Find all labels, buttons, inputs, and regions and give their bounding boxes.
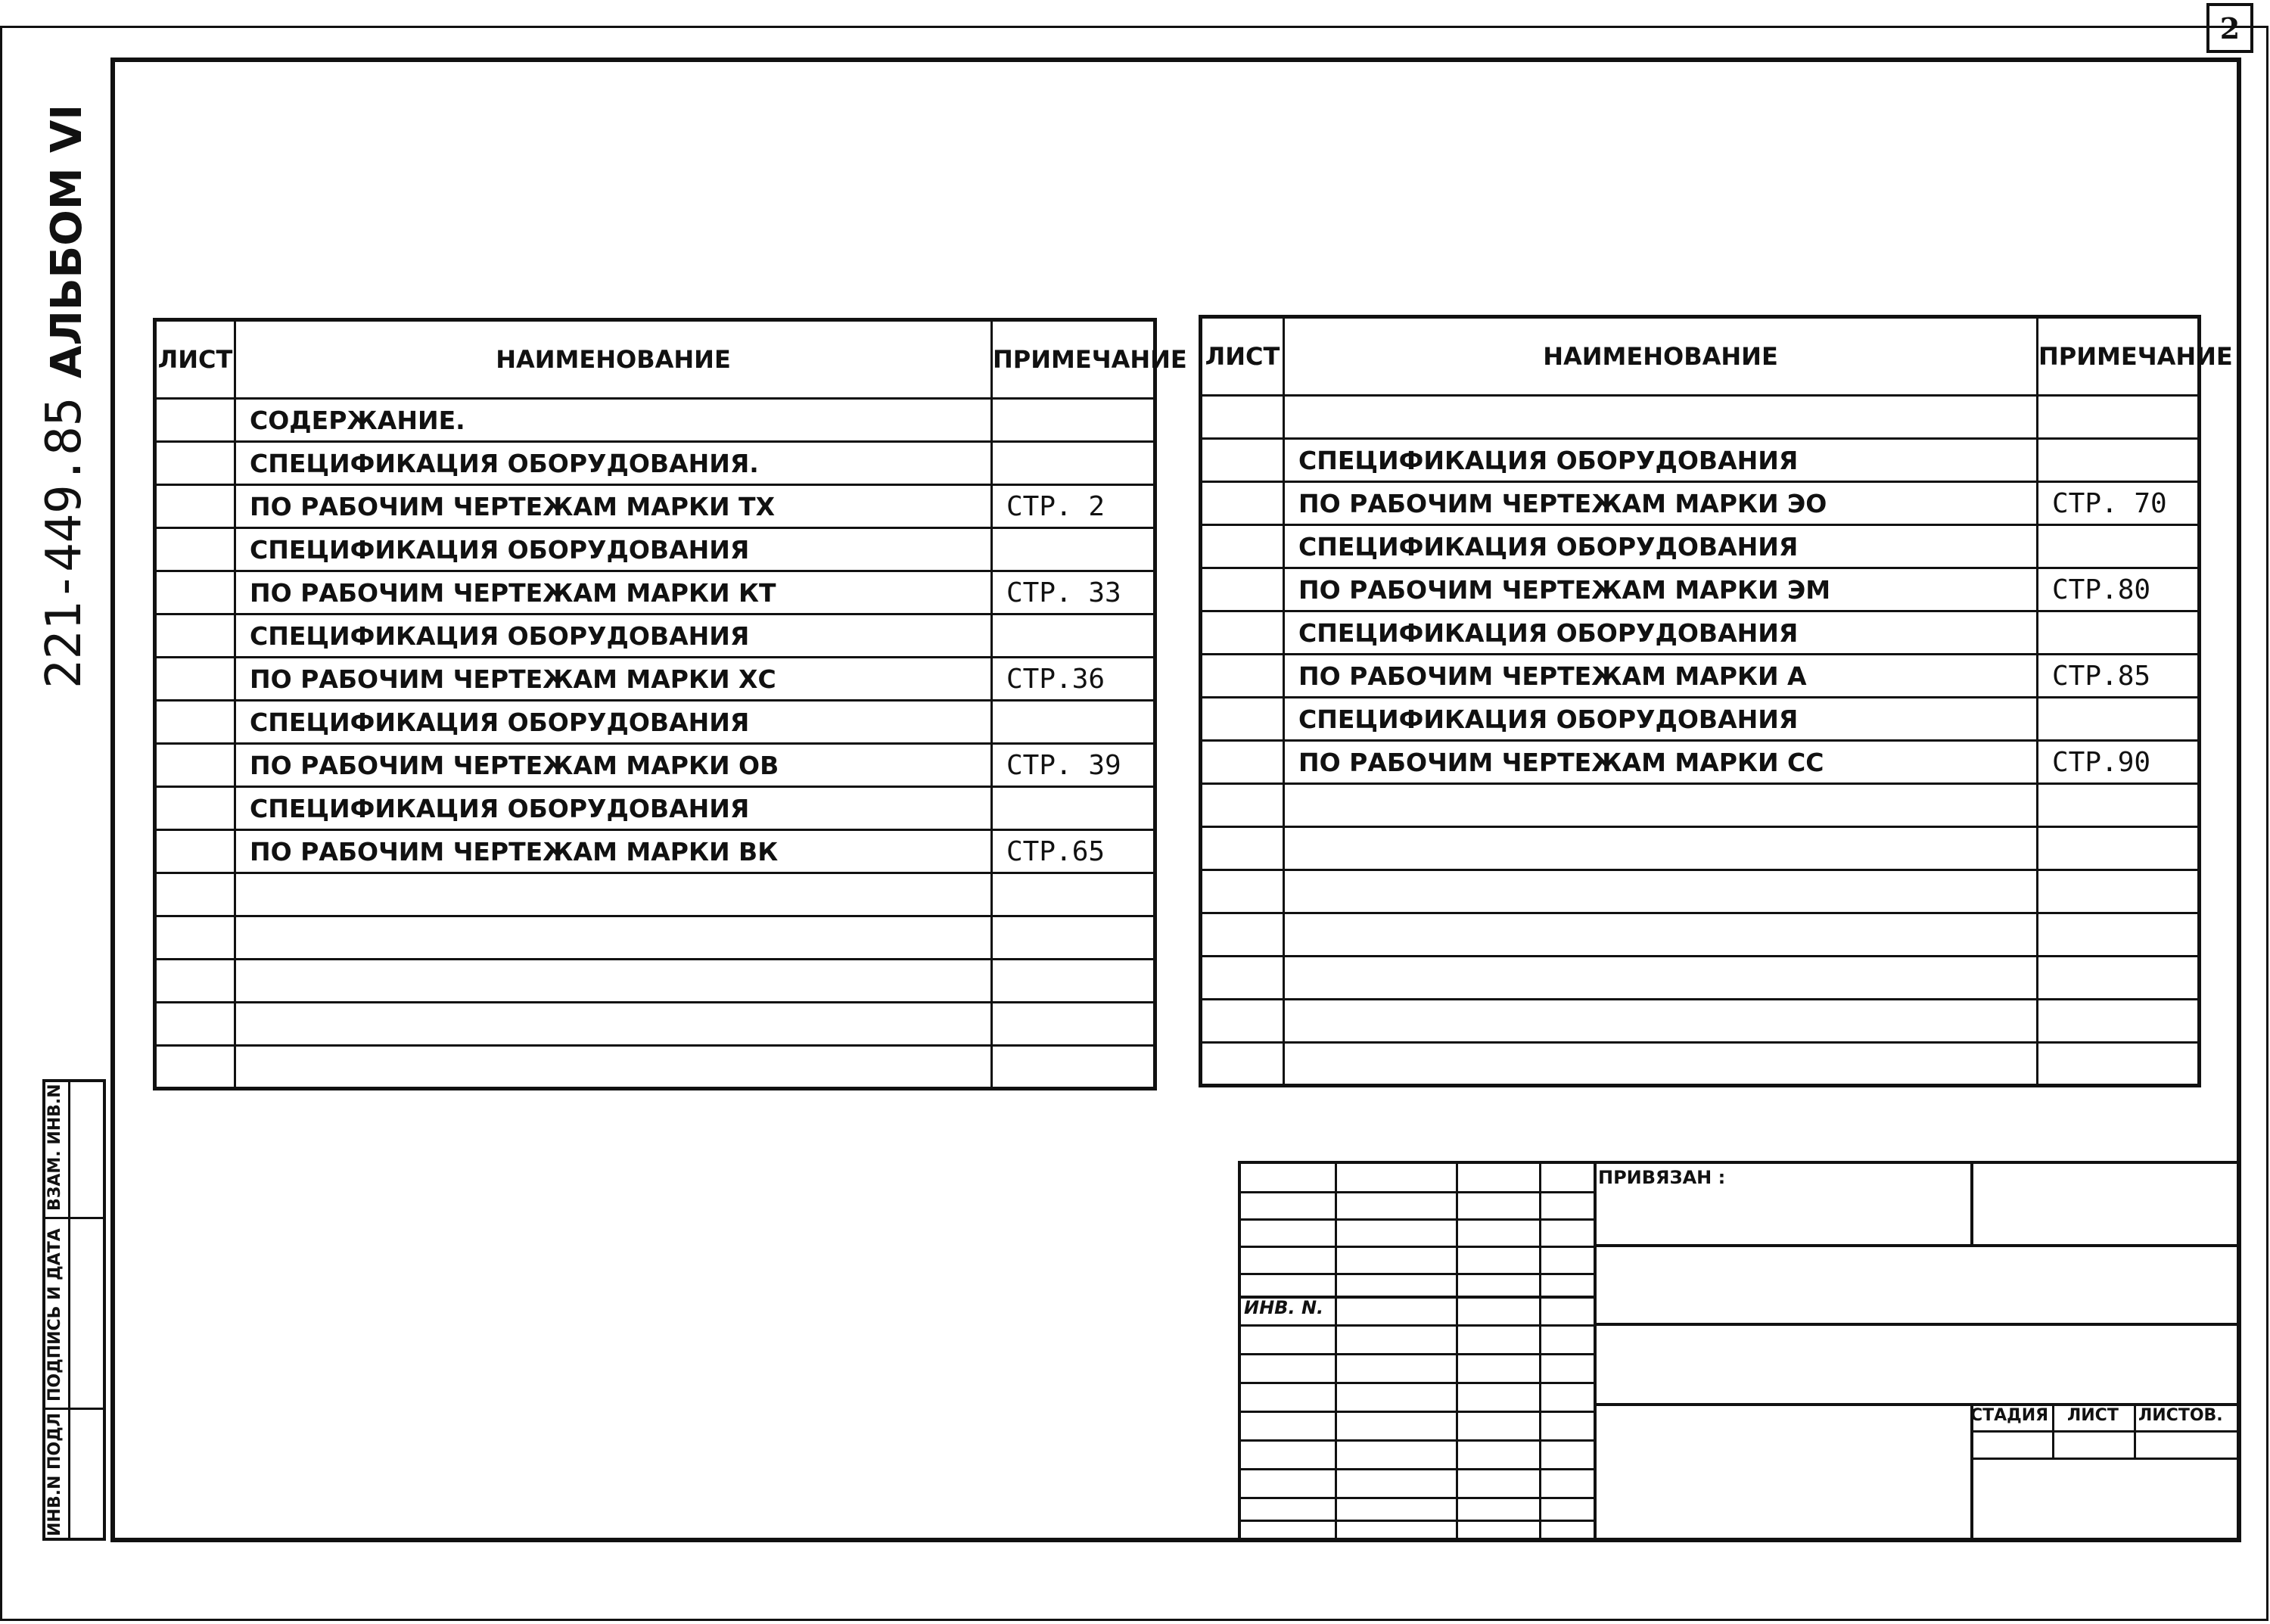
cell-name: СОДЕРЖАНИЕ. [235, 399, 992, 442]
table-row [1201, 611, 2200, 655]
table-row [1201, 870, 2200, 913]
side-stamp-vzam: ВЗАМ. ИНВ.N [45, 1084, 64, 1211]
cell-sheet [1201, 741, 1284, 784]
cell-sheet [1201, 1043, 1284, 1086]
cell-sheet [155, 960, 235, 1003]
column-header-note: ПРИМЕЧАНИЕ [2038, 317, 2200, 396]
column-header-name: НАИМЕНОВАНИЕ [1284, 317, 2038, 396]
cell-sheet [155, 830, 235, 873]
cell-note [2038, 827, 2200, 870]
table-row [1201, 568, 2200, 611]
column-header-sheet: ЛИСТ [1201, 317, 1284, 396]
cell-note: СТР.90 [2038, 741, 2200, 784]
table-row [1201, 439, 2200, 482]
cell-note: СТР. 33 [992, 571, 1155, 614]
cell-note: СТР. 2 [992, 485, 1155, 528]
table-row [155, 744, 1155, 787]
table-row [1201, 525, 2200, 568]
table-row [155, 1046, 1155, 1089]
cell-note: СТР.80 [2038, 568, 2200, 611]
cell-name: СПЕЦИФИКАЦИЯ ОБОРУДОВАНИЯ [1284, 525, 2038, 568]
table-row [155, 614, 1155, 658]
cell-name [235, 1046, 992, 1089]
cell-note: СТР.65 [992, 830, 1155, 873]
cell-note [2038, 957, 2200, 1000]
cell-name [1284, 957, 2038, 1000]
table-row [155, 701, 1155, 744]
cell-note [992, 787, 1155, 830]
cell-name: ПО РАБОЧИМ ЧЕРТЕЖАМ МАРКИ ВК [235, 830, 992, 873]
cell-sheet [155, 485, 235, 528]
table-row [1201, 784, 2200, 827]
album-code: 221-449.85 [36, 397, 92, 689]
cell-sheet [155, 658, 235, 701]
cell-note [992, 442, 1155, 485]
cell-sheet [1201, 827, 1284, 870]
cell-note [992, 614, 1155, 658]
table-header-row [155, 320, 1155, 399]
cell-note [992, 916, 1155, 960]
title-block-inv-n: ИНВ. N. [1244, 1297, 1324, 1318]
title-block-privyazan: ПРИВЯЗАН : [1598, 1167, 1726, 1188]
cell-note [2038, 870, 2200, 913]
table-row [1201, 957, 2200, 1000]
title-block-listov: ЛИСТОВ. [2138, 1406, 2223, 1425]
cell-note [2038, 1000, 2200, 1043]
right-contents-table [1199, 315, 2233, 1087]
cell-name: СПЕЦИФИКАЦИЯ ОБОРУДОВАНИЯ [235, 614, 992, 658]
cell-name: СПЕЦИФИКАЦИЯ ОБОРУДОВАНИЯ [1284, 698, 2038, 741]
cell-sheet [1201, 698, 1284, 741]
table-row [155, 787, 1155, 830]
cell-sheet [1201, 482, 1284, 525]
cell-note [992, 701, 1155, 744]
table-row [1201, 482, 2200, 525]
table-row [1201, 396, 2200, 439]
cell-note: СТР.85 [2038, 655, 2200, 698]
title-block-list: ЛИСТ [2067, 1406, 2119, 1425]
cell-sheet [1201, 784, 1284, 827]
cell-name [235, 960, 992, 1003]
cell-name: СПЕЦИФИКАЦИЯ ОБОРУДОВАНИЯ [235, 528, 992, 571]
album-label: АЛЬБОМ VI [42, 104, 92, 378]
cell-note: СТР. 39 [992, 744, 1155, 787]
cell-name: ПО РАБОЧИМ ЧЕРТЕЖАМ МАРКИ ТХ [235, 485, 992, 528]
cell-name [1284, 913, 2038, 957]
cell-note [992, 873, 1155, 916]
cell-sheet [155, 1003, 235, 1046]
title-block-stadia: СТАДИЯ [1970, 1406, 2049, 1425]
cell-note [992, 528, 1155, 571]
cell-name: СПЕЦИФИКАЦИЯ ОБОРУДОВАНИЯ [235, 701, 992, 744]
cell-sheet [1201, 568, 1284, 611]
cell-sheet [155, 916, 235, 960]
cell-note: СТР.36 [992, 658, 1155, 701]
table-row [1201, 1000, 2200, 1043]
page-number: 2 [2206, 3, 2253, 53]
cell-note [2038, 439, 2200, 482]
side-stamp-inv-podl: ИНВ.N ПОДЛ [45, 1412, 64, 1536]
table-row [1201, 1043, 2200, 1086]
cell-note [992, 1046, 1155, 1089]
cell-name [1284, 827, 2038, 870]
table-row [1201, 741, 2200, 784]
cell-sheet [155, 1046, 235, 1089]
table-row [155, 399, 1155, 442]
column-header-sheet: ЛИСТ [155, 320, 235, 399]
cell-name: ПО РАБОЧИМ ЧЕРТЕЖАМ МАРКИ А [1284, 655, 2038, 698]
cell-sheet [1201, 870, 1284, 913]
table-row [1201, 655, 2200, 698]
cell-name: СПЕЦИФИКАЦИЯ ОБОРУДОВАНИЯ. [235, 442, 992, 485]
cell-sheet [155, 442, 235, 485]
table-row [155, 442, 1155, 485]
cell-sheet [1201, 1000, 1284, 1043]
side-stamp-podpis: ПОДПИСЬ И ДАТА [45, 1228, 64, 1402]
cell-sheet [1201, 396, 1284, 439]
cell-name: ПО РАБОЧИМ ЧЕРТЕЖАМ МАРКИ ЭО [1284, 482, 2038, 525]
cell-note [2038, 698, 2200, 741]
cell-name [235, 1003, 992, 1046]
cell-name: ПО РАБОЧИМ ЧЕРТЕЖАМ МАРКИ КТ [235, 571, 992, 614]
cell-note [992, 1003, 1155, 1046]
cell-note [2038, 611, 2200, 655]
cell-name [1284, 1000, 2038, 1043]
cell-name [1284, 396, 2038, 439]
cell-note [2038, 913, 2200, 957]
cell-note [2038, 396, 2200, 439]
cell-sheet [1201, 913, 1284, 957]
cell-name [1284, 870, 2038, 913]
cell-name: СПЕЦИФИКАЦИЯ ОБОРУДОВАНИЯ [235, 787, 992, 830]
table-row [155, 873, 1155, 916]
cell-name: ПО РАБОЧИМ ЧЕРТЕЖАМ МАРКИ ЭМ [1284, 568, 2038, 611]
cell-name: ПО РАБОЧИМ ЧЕРТЕЖАМ МАРКИ ОВ [235, 744, 992, 787]
cell-name [1284, 784, 2038, 827]
table-row [1201, 827, 2200, 870]
left-contents-table [153, 318, 1187, 1090]
table-row [155, 960, 1155, 1003]
cell-note [992, 960, 1155, 1003]
table-row [155, 528, 1155, 571]
cell-name [235, 916, 992, 960]
column-header-name: НАИМЕНОВАНИЕ [235, 320, 992, 399]
table-row [1201, 698, 2200, 741]
cell-note: СТР. 70 [2038, 482, 2200, 525]
title-block [1238, 1161, 2241, 1542]
cell-sheet [155, 571, 235, 614]
table-header-row [1201, 317, 2200, 396]
cell-name [235, 873, 992, 916]
cell-sheet [155, 528, 235, 571]
cell-name: СПЕЦИФИКАЦИЯ ОБОРУДОВАНИЯ [1284, 611, 2038, 655]
cell-sheet [1201, 957, 1284, 1000]
cell-note [992, 399, 1155, 442]
cell-name: СПЕЦИФИКАЦИЯ ОБОРУДОВАНИЯ [1284, 439, 2038, 482]
cell-sheet [155, 701, 235, 744]
cell-sheet [1201, 439, 1284, 482]
table-row [155, 658, 1155, 701]
column-header-note: ПРИМЕЧАНИЕ [992, 320, 1155, 399]
table-row [155, 830, 1155, 873]
table-row [155, 571, 1155, 614]
cell-sheet [1201, 525, 1284, 568]
table-row [155, 1003, 1155, 1046]
cell-note [2038, 784, 2200, 827]
cell-sheet [155, 873, 235, 916]
cell-sheet [155, 787, 235, 830]
cell-name: ПО РАБОЧИМ ЧЕРТЕЖАМ МАРКИ СС [1284, 741, 2038, 784]
cell-sheet [155, 399, 235, 442]
table-row [1201, 913, 2200, 957]
cell-sheet [1201, 611, 1284, 655]
cell-name [1284, 1043, 2038, 1086]
cell-sheet [155, 614, 235, 658]
cell-sheet [1201, 655, 1284, 698]
table-row [155, 916, 1155, 960]
cell-note [2038, 525, 2200, 568]
cell-note [2038, 1043, 2200, 1086]
cell-sheet [155, 744, 235, 787]
table-row [155, 485, 1155, 528]
cell-name: ПО РАБОЧИМ ЧЕРТЕЖАМ МАРКИ ХС [235, 658, 992, 701]
